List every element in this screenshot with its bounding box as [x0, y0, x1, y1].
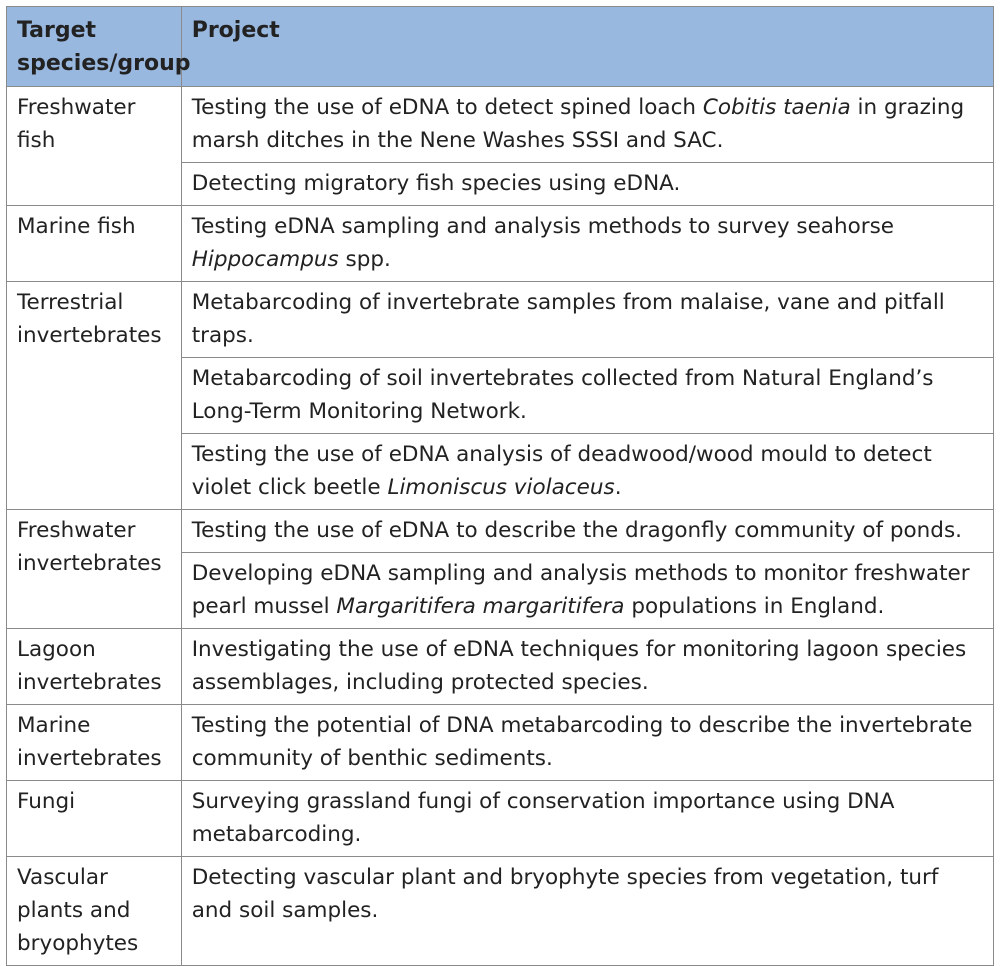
header-target-species-group: Target species/group	[7, 7, 182, 87]
project-cell	[181, 781, 993, 857]
project-text: Testing the potential of DNA metabarcoding to describe the invertebrate community of benthic sediments.	[191, 713, 973, 771]
project-cell	[181, 705, 993, 781]
project-text: Detecting vascular plant and bryophyte species from vegetation, turf and soil samples.	[191, 865, 939, 923]
project-text: Testing the use of eDNA to describe the dragonfly community of ponds.	[191, 518, 962, 543]
project-text: Developing eDNA sampling and analysis methods to monitor freshwater pearl mussel	[191, 561, 970, 619]
group-cell: Freshwater invertebrates	[7, 510, 182, 629]
group-cell: Marine fish	[7, 206, 182, 282]
species-name: Margaritifera margaritifera	[336, 594, 625, 619]
group-cell: Freshwater fish	[7, 87, 182, 206]
table-row	[7, 282, 994, 358]
project-text-after: populations in England.	[624, 594, 885, 619]
table-row	[7, 510, 994, 553]
project-text: Testing the use of eDNA analysis of deadwood/wood mould to detect violet click beetle	[191, 442, 932, 500]
project-text: Metabarcoding of soil invertebrates collected from Natural England’s Long-Term Monitoring Network.	[191, 366, 934, 424]
project-text-after: in grazing marsh ditches in the Nene Washes SSSI and SAC.	[191, 95, 965, 153]
project-cell	[181, 857, 993, 966]
project-cell	[181, 163, 993, 206]
group-cell: Marine invertebrates	[7, 705, 182, 781]
species-name: Limoniscus violaceus	[387, 475, 615, 500]
group-cell: Vascular plants and bryophytes	[7, 857, 182, 966]
group-cell: Lagoon invertebrates	[7, 629, 182, 705]
project-text: Testing eDNA sampling and analysis methods to survey seahorse	[191, 214, 895, 239]
project-text: Surveying grassland fungi of conservation importance using DNA metabarcoding.	[191, 789, 895, 847]
group-cell: Terrestrial invertebrates	[7, 282, 182, 510]
project-cell	[181, 87, 993, 163]
project-text-after: spp.	[338, 247, 391, 272]
project-cell	[181, 434, 993, 510]
project-text: Metabarcoding of invertebrate samples from malaise, vane and pitfall traps.	[191, 290, 945, 348]
project-cell	[181, 282, 993, 358]
project-text: Testing the use of eDNA to detect spined loach	[191, 95, 703, 120]
table-body	[7, 87, 994, 966]
table-row	[7, 781, 994, 857]
project-text: Detecting migratory fish species using eDNA.	[191, 171, 681, 196]
project-cell	[181, 206, 993, 282]
header-project: Project	[181, 7, 993, 87]
project-cell	[181, 553, 993, 629]
species-name: Hippocampus	[191, 247, 339, 272]
species-name: Cobitis taenia	[702, 95, 851, 120]
table-row	[7, 629, 994, 705]
project-text: Investigating the use of eDNA techniques for monitoring lagoon species assemblages, including protected species.	[191, 637, 967, 695]
table-row	[7, 87, 994, 163]
project-cell	[181, 629, 993, 705]
project-text-after: .	[614, 475, 622, 500]
group-cell: Fungi	[7, 781, 182, 857]
project-cell	[181, 510, 993, 553]
table-header-row	[7, 7, 994, 87]
project-cell	[181, 358, 993, 434]
projects-table	[6, 6, 994, 966]
table-row	[7, 857, 994, 966]
projects-table-container	[6, 6, 994, 966]
table-row	[7, 206, 994, 282]
table-row	[7, 705, 994, 781]
